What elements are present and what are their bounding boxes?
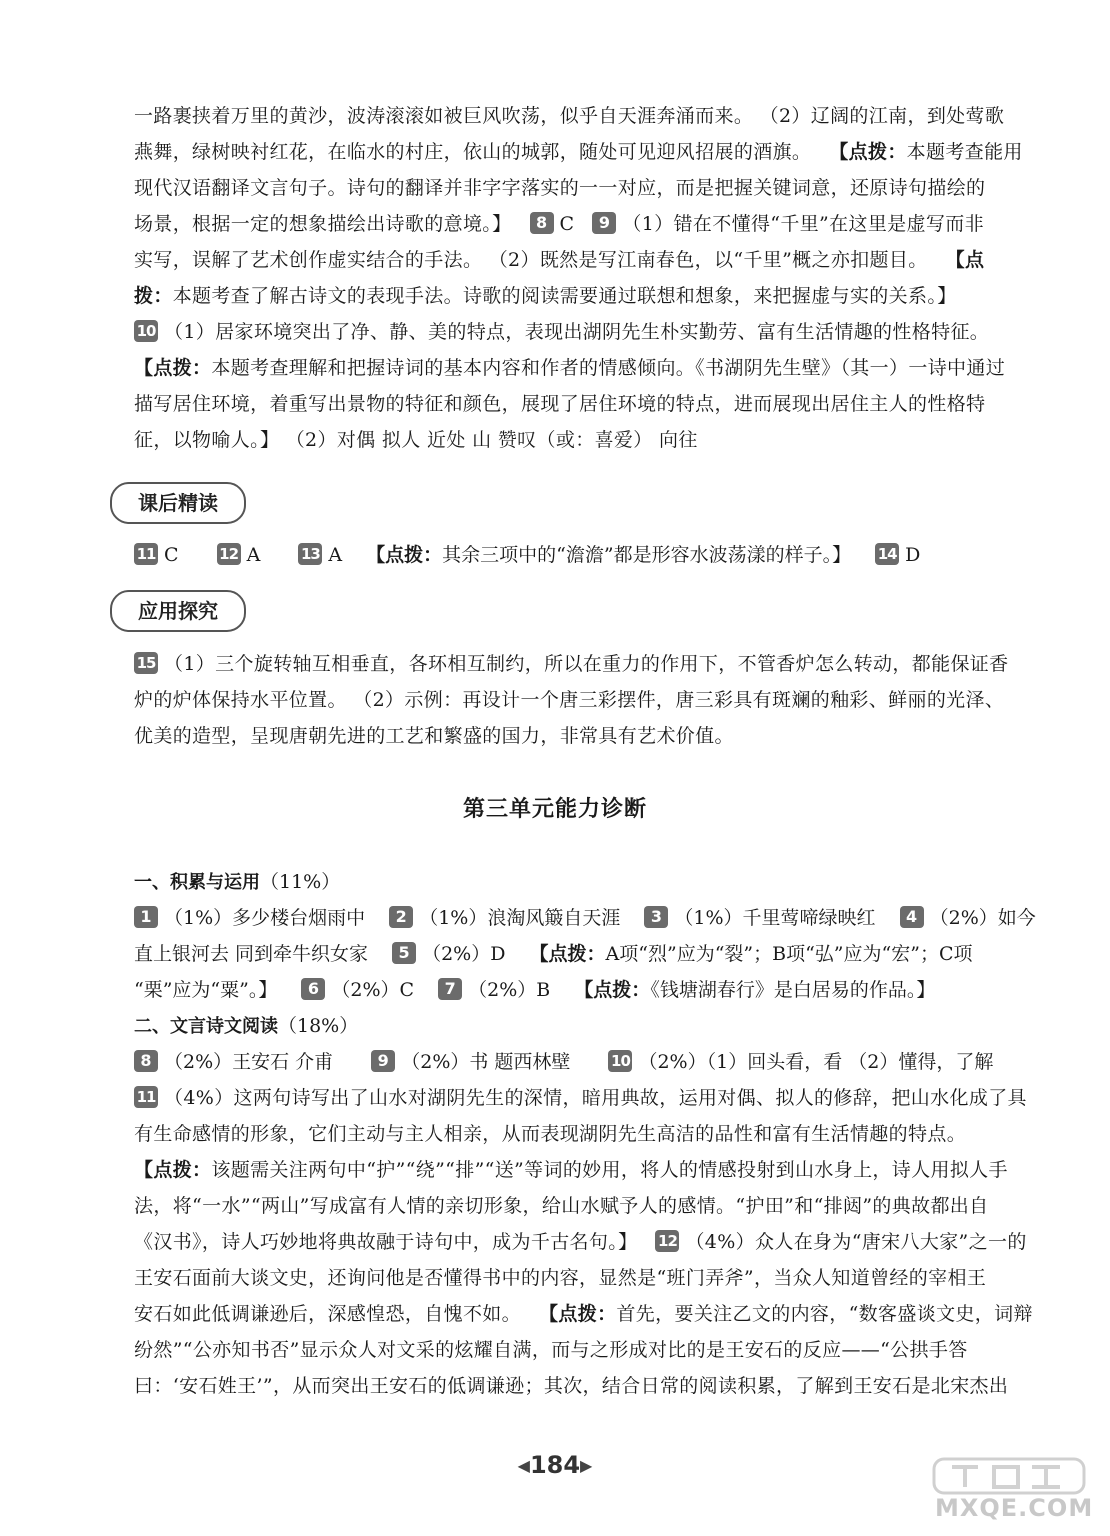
question-number-badge: 12 <box>655 1230 679 1252</box>
hint-label: 【点拨： <box>574 979 651 1001</box>
right-triangle-icon: ▶ <box>580 1456 593 1475</box>
question-number-badge: 13 <box>298 543 322 565</box>
text-line: 《汉书》，诗人巧妙地将典故融于诗句中，成为千古名句。】 12 （4%）众人在身为“唐宋八大家”之一的 <box>134 1231 1027 1253</box>
hint-label: 拨： <box>134 285 173 307</box>
question-number-badge: 2 <box>389 906 413 928</box>
text-line: 炉的炉体保持水平位置。 （2）示例：再设计一个唐三彩摆件，唐三彩具有斑斓的釉彩、鲜丽的光泽、 <box>134 689 1005 711</box>
section-heading: 二、文言诗文阅读（18%） <box>134 1015 359 1037</box>
question-number-badge: 5 <box>392 942 416 964</box>
question-number-badge: 6 <box>301 978 325 1000</box>
hint-label: 【点 <box>945 249 985 271</box>
question-number-badge: 9 <box>592 212 616 234</box>
question-number-badge: 7 <box>438 978 462 1000</box>
text-line: 法，将“一水”“两山”写成富有人情的亲切形象，给山水赋予人的感情。“护田”和“排闼”的典故都出自 <box>134 1195 989 1217</box>
text-line: 纷然”“公亦知书否”显示众人对文采的炫耀自满，而与之形成对比的是王安石的反应——“公拱手答 <box>134 1339 968 1361</box>
text-line: 优美的造型，呈现唐朝先进的工艺和繁盛的国力，非常具有艺术价值。 <box>134 725 734 747</box>
answer-block-after-class <box>134 537 1010 573</box>
text-line: 【点拨：该题需关注两句中“护”“绕”“排”“送”等词的妙用，将人的情感投射到山水身上，诗人用拟人手 <box>134 1159 1008 1181</box>
watermark-text: MXQE.COM <box>935 1494 1094 1522</box>
diagnosis-block <box>134 864 1036 1404</box>
text-line: 1 （1%）多少楼台烟雨中 2 （1%）浪淘风簸自天涯 3 （1%）千里莺啼绿映红 4 （2%）如今 <box>134 900 1010 936</box>
hint-label: 【点拨： <box>539 1303 617 1325</box>
text-line: 拨：本题考查了解古诗文的表现手法。诗歌的阅读需要通过联想和想象，来把握虚与实的关系。】 <box>134 285 957 307</box>
hint-label: 【点拨： <box>829 141 907 163</box>
question-number-badge: 8 <box>530 212 554 234</box>
text-line: 描写居住环境，着重写出景物的特征和颜色，展现了居住环境的特点，进而展现出居住主人的性格特 <box>134 393 986 415</box>
question-number-badge: 4 <box>900 906 924 928</box>
text-line: 8 （2%）王安石 介甫 9 （2%）书 题西林壁 10 （2%）（1）回头看，看 （2）懂得，了解 <box>134 1044 1010 1080</box>
text-line: 场景，根据一定的想象描绘出诗歌的意境。】 8 C 9 （1）错在不懂得“千里”在这里是虚写而非 <box>134 213 984 235</box>
question-number-badge: 1 <box>134 906 158 928</box>
question-number-badge: 8 <box>134 1050 158 1072</box>
page-number: ◀184▶ <box>517 1451 593 1479</box>
section-tag-application-inquiry: 应用探究 <box>110 590 246 632</box>
text-line: 【点拨：本题考查理解和把握诗词的基本内容和作者的情感倾向。《书湖阴先生壁》（其一）一诗中通过 <box>134 357 1006 379</box>
text-line: 安石如此低调谦逊后，深感惶恐，自愧不如。 【点拨：首先，要关注乙文的内容，“数客盛谈文史，词辩 <box>134 1303 1033 1325</box>
question-number-badge: 14 <box>875 543 899 565</box>
question-number-badge: 15 <box>134 652 158 674</box>
hint-label: 【点拨： <box>134 1159 212 1181</box>
hint-label: 【点拨： <box>134 357 212 379</box>
question-number-badge: 12 <box>217 543 241 565</box>
text-line: 直上银河去 同到牵牛织女家 5 （2%）D 【点拨：A项“烈”应为“裂”；B项“弘”应为“宏”；C项 <box>134 943 973 965</box>
question-number-badge: 11 <box>134 543 158 565</box>
question-number-badge: 10 <box>608 1050 632 1072</box>
text-line: 曰：‘安石姓王’”，从而突出王安石的低调谦逊；其次，结合日常的阅读积累，了解到王安石是北宋杰出 <box>134 1375 1009 1397</box>
text-line: 有生命感情的形象，它们主动与主人相亲，从而表现湖阴先生高洁的品性和富有生活情趣的特点。 <box>134 1123 967 1145</box>
text-line: 11 （4%）这两句诗写出了山水对湖阴先生的深情，暗用典故，运用对偶、拟人的修辞，把山水化成了具 <box>134 1080 1010 1116</box>
text-line: 燕舞，绿树映衬红花，在临水的村庄，依山的城郭，随处可见迎风招展的酒旗。 【点拨：本题考查能用 <box>134 141 1023 163</box>
hint-label: 【点拨： <box>529 943 606 965</box>
text-line: 10 （1）居家环境突出了净、静、美的特点，表现出湖阴先生朴实勤劳、富有生活情趣的性格特征。 <box>134 314 1010 350</box>
answer-block-application <box>134 646 1010 754</box>
hint-label: 【点拨： <box>366 544 443 566</box>
text-line: 一路裹挟着万里的黄沙，波涛滚滚如被巨风吹荡，似乎自天涯奔涌而来。 （2）辽阔的江南，到处莺歌 <box>134 105 1005 127</box>
question-number-badge: 9 <box>371 1050 395 1072</box>
text-line: “栗”应为“粟”。】 6 （2%）C 7 （2%）B 【点拨：《钱塘湖春行》是白居易的作品。】 <box>134 979 936 1001</box>
question-number-badge: 3 <box>644 906 668 928</box>
section-tag-after-class-reading: 课后精读 <box>110 482 246 524</box>
question-number-badge: 11 <box>134 1086 158 1108</box>
text-line: 现代汉语翻译文言句子。诗句的翻译并非字字落实的一一对应，而是把握关键词意，还原诗句描绘的 <box>134 177 986 199</box>
text-line: 王安石面前大谈文史，还询问他是否懂得书中的内容，显然是“班门弄斧”，当众人知道曾经的宰相王 <box>134 1267 987 1289</box>
text-line: 征，以物喻人。】 （2）对偶 拟人 近处 山 赞叹（或：喜爱） 向往 <box>134 429 698 451</box>
text-line: 15 （1）三个旋转轴互相垂直，各环相互制约，所以在重力的作用下，不管香炉怎么转动，都能保证香 <box>134 646 1010 682</box>
text-line: 11 C 12 A 13 A 【点拨：其余三项中的“澹澹”都是形容水波荡漾的样子。】 14 D <box>134 537 1010 573</box>
section-heading: 一、积累与运用（11%） <box>134 871 341 893</box>
text-line: 实写，误解了艺术创作虚实结合的手法。 （2）既然是写江南春色，以“千里”概之亦扣题目。 【点 <box>134 249 985 271</box>
unit-title: 第三单元能力诊断 <box>462 797 647 822</box>
answer-block-top <box>134 98 1023 458</box>
left-triangle-icon: ◀ <box>517 1456 530 1475</box>
question-number-badge: 10 <box>134 320 158 342</box>
